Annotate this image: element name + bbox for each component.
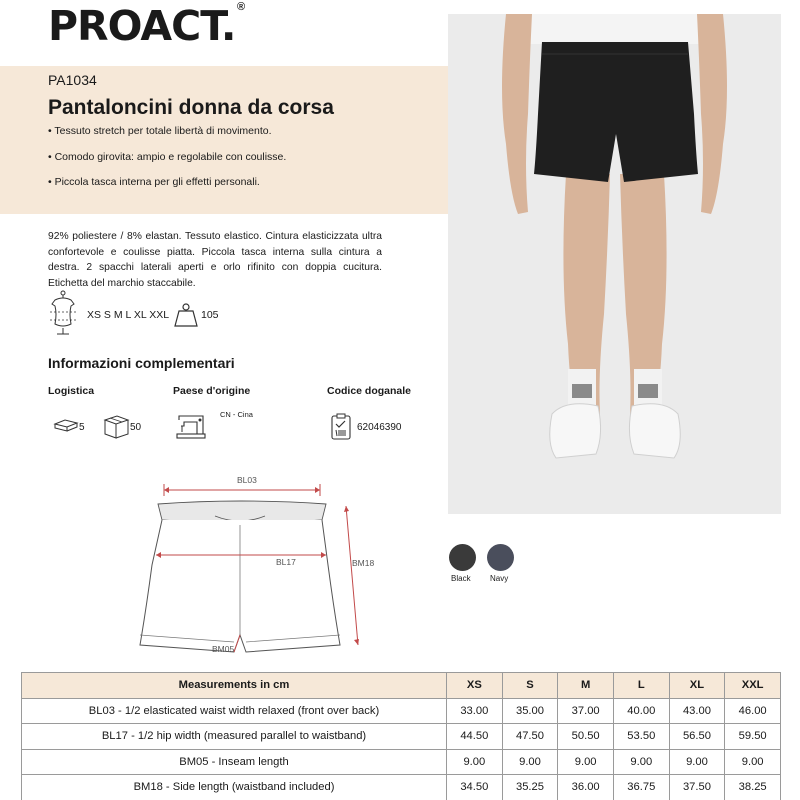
bm05-label: BM05 — [212, 644, 235, 654]
size-range: XS S M L XL XXL — [87, 309, 170, 321]
bl17-label: BL17 — [276, 557, 296, 567]
origin-value: CN - Cina — [220, 410, 253, 419]
table-header: XXL — [725, 673, 781, 699]
feature-list — [48, 125, 286, 202]
sewing-machine-icon — [176, 412, 206, 440]
table-cell: 9.00 — [725, 749, 781, 775]
table-header: XS — [447, 673, 503, 699]
registered-mark: ® — [237, 1, 246, 13]
table-cell: 9.00 — [669, 749, 725, 775]
table-cell: 59.50 — [725, 724, 781, 750]
table-cell: 46.00 — [725, 698, 781, 724]
logo-text: PROACT. — [48, 2, 236, 50]
table-cell: 9.00 — [558, 749, 614, 775]
info-title: Informazioni complementari — [48, 355, 235, 371]
mannequin-icon — [46, 290, 80, 336]
table-cell: 37.00 — [558, 698, 614, 724]
table-cell: 56.50 — [669, 724, 725, 750]
bm18-label: BM18 — [352, 558, 375, 568]
table-cell: 9.00 — [613, 749, 669, 775]
bl03-label: BL03 — [237, 475, 257, 485]
feature-item: • Tessuto stretch per totale libertà di movimento. — [48, 125, 272, 137]
pack-small-qty: 5 — [79, 422, 85, 433]
table-cell: 38.25 — [725, 775, 781, 800]
carton-box-icon — [102, 412, 130, 440]
row-label: BM05 - Inseam length — [22, 749, 447, 775]
table-cell: 36.00 — [558, 775, 614, 800]
measurements-table — [21, 672, 781, 800]
table-row — [22, 698, 781, 724]
table-header: L — [613, 673, 669, 699]
table-cell: 37.50 — [669, 775, 725, 800]
table-cell: 35.25 — [502, 775, 558, 800]
pack-large-qty: 50 — [130, 422, 142, 433]
flat-box-icon — [53, 416, 79, 434]
customs-header: Codice doganale — [327, 385, 412, 397]
model-illustration — [448, 14, 781, 514]
feature-item: • Piccola tasca interna per gli effetti personali. — [48, 176, 260, 188]
table-cell: 9.00 — [502, 749, 558, 775]
color-swatch-black[interactable] — [449, 544, 476, 571]
logistics-header: Logistica — [48, 385, 95, 397]
measurement-diagram — [130, 470, 390, 660]
table-cell: 40.00 — [613, 698, 669, 724]
product-code: PA1034 — [48, 72, 97, 88]
origin-header: Paese d'origine — [173, 385, 251, 397]
fabric-weight: 105 — [201, 309, 219, 321]
table-cell: 47.50 — [502, 724, 558, 750]
table-cell: 34.50 — [447, 775, 503, 800]
table-cell: 50.50 — [558, 724, 614, 750]
row-label: BL17 - 1/2 hip width (measured parallel to waistband) — [22, 724, 447, 750]
color-swatch-navy[interactable] — [487, 544, 514, 571]
table-cell: 35.00 — [502, 698, 558, 724]
table-row — [22, 724, 781, 750]
table-header: XL — [669, 673, 725, 699]
customs-document-icon — [330, 413, 352, 441]
table-header: Measurements in cm — [22, 673, 447, 699]
product-title: Pantaloncini donna da corsa — [48, 96, 334, 119]
table-cell: 36.75 — [613, 775, 669, 800]
feature-item: • Comodo girovita: ampio e regolabile con coulisse. — [48, 150, 287, 163]
product-description: 92% poliestere / 8% elastan. Tessuto elastico. Cintura elasticizzata ultra confortevole e coulisse piatta. Piccola tasca interna sulla cintura a destra. 2 spacchi laterali aperti e orlo rifinito con doppia cucitura. Etichetta del marchio staccabile. — [48, 231, 382, 289]
table-row — [22, 749, 781, 775]
weight-icon — [173, 302, 199, 328]
table-cell: 9.00 — [447, 749, 503, 775]
color-label-navy: Navy — [490, 574, 509, 583]
row-label: BM18 - Side length (waistband included) — [22, 775, 447, 800]
product-photo — [448, 14, 781, 514]
table-row — [22, 775, 781, 800]
row-label: BL03 - 1/2 elasticated waist width relaxed (front over back) — [22, 698, 447, 724]
table-header-row — [22, 673, 781, 699]
table-header: M — [558, 673, 614, 699]
table-header: S — [502, 673, 558, 699]
table-cell: 43.00 — [669, 698, 725, 724]
color-label-black: Black — [451, 574, 471, 583]
table-cell: 53.50 — [613, 724, 669, 750]
table-cell: 33.00 — [447, 698, 503, 724]
brand-logo — [48, 2, 248, 50]
customs-code: 62046390 — [357, 422, 402, 433]
table-cell: 44.50 — [447, 724, 503, 750]
